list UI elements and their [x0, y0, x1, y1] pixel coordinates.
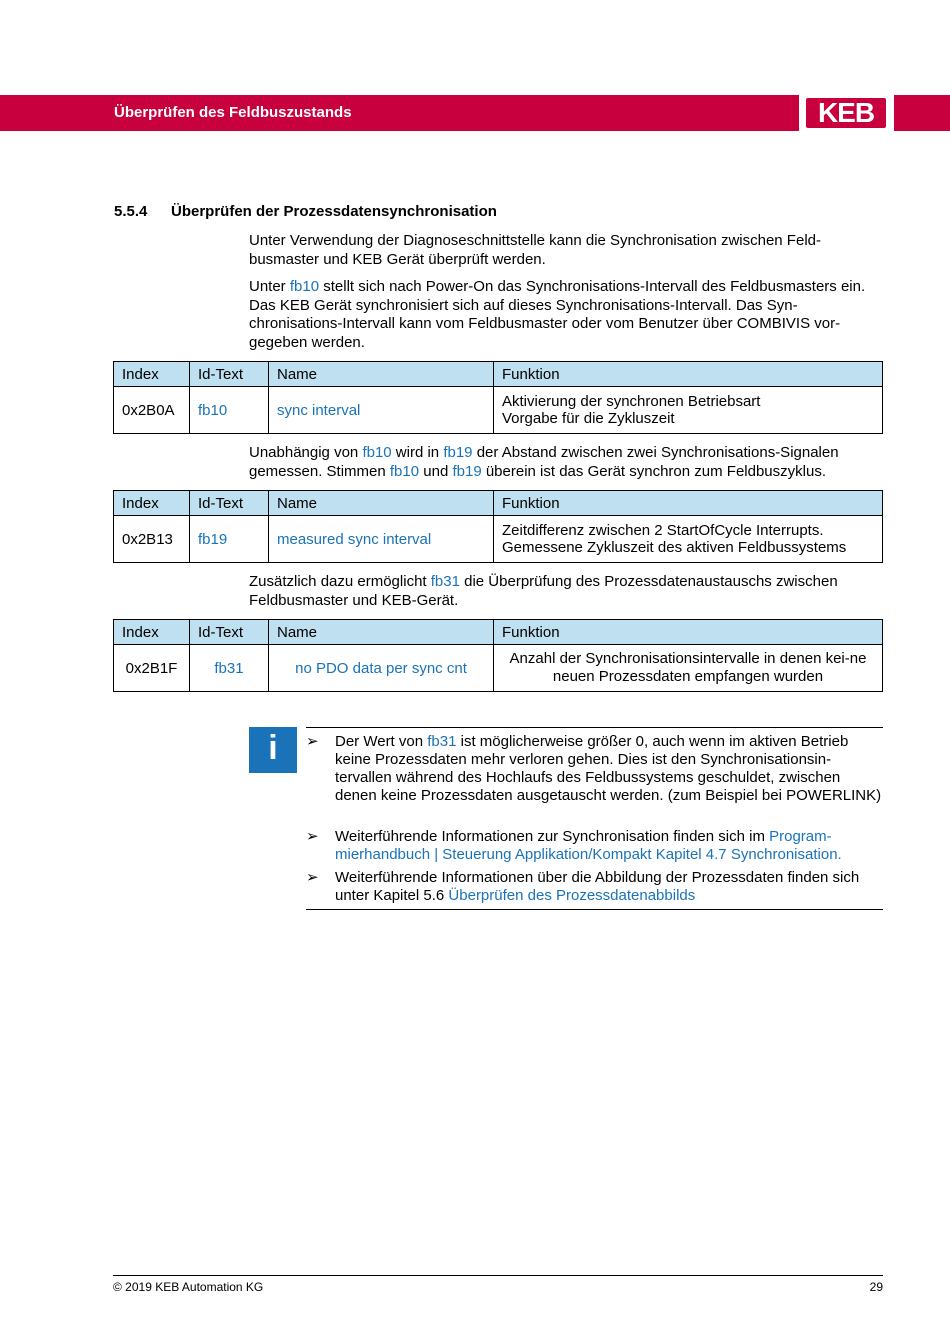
header-funktion: Funktion	[494, 491, 883, 516]
p2-text-b: stellt sich nach Power-On das Synchronisations-Intervall des Feldbusmasters ein. Das KEB Gerät synchronisiert sich auf dieses Synchronisations-Intervall. Das Syn-chronisations-Intervall kann vom Feldbusmaster oder vom Benutzer über COMBIVIS vor-gegeben werden.	[249, 278, 866, 351]
table-row	[114, 387, 883, 434]
header-name: Name	[269, 362, 494, 387]
section-title: Überprüfen der Prozessdatensynchronisation	[171, 203, 497, 220]
b1-text-b: ist möglicherweise größer 0, auch wenn im aktiven Betrieb keine Prozessdaten mehr verloren gehen. Dies ist den Synchronisationsin-tervallen während des Hochlaufs des Feldbussystems geschuldet, zwischen denen keine Prozessdaten ausgetauscht werden. (zum Beispiel bei POWERLINK)	[335, 733, 882, 804]
keb-logo	[799, 95, 894, 131]
link-fb19[interactable]: fb19	[443, 444, 473, 461]
link-programmierhandbuch[interactable]: Program-mierhandbuch | Steuerung Applikation/Kompakt Kapitel 4.7 Synchronisation.	[335, 828, 842, 863]
header-title: Überprüfen des Feldbuszustands	[114, 104, 352, 121]
cell-name-link[interactable]: sync interval	[269, 387, 494, 434]
section-number: 5.5.4	[114, 203, 148, 220]
header-index: Index	[114, 491, 190, 516]
info-bullet-1	[306, 733, 883, 805]
cell-index: 0x2B0A	[114, 387, 190, 434]
header-name: Name	[269, 620, 494, 645]
table-fb31	[113, 619, 883, 692]
header-index: Index	[114, 362, 190, 387]
b2-text-a: Weiterführende Informationen zur Synchronisation finden sich im	[335, 828, 770, 845]
cell-index: 0x2B1F	[114, 645, 190, 692]
link-fb10[interactable]: fb10	[362, 444, 392, 461]
p3-text-b: wird in	[391, 444, 444, 461]
paragraph-fb19	[249, 444, 883, 481]
b1-text-a: Der Wert von	[335, 733, 428, 750]
footer-rule	[113, 1275, 883, 1276]
cell-funktion	[494, 516, 883, 563]
table-header-row	[114, 362, 883, 387]
cell-idtext-link[interactable]: fb19	[190, 516, 269, 563]
funktion-line-1: Aktivierung der synchronen Betriebsart	[502, 393, 761, 410]
paragraph-fb31	[249, 573, 883, 610]
funktion-line-1: Zeitdifferenz zwischen 2 StartOfCycle Interrupts.	[502, 522, 824, 539]
header-funktion: Funktion	[494, 362, 883, 387]
link-fb31[interactable]: fb31	[430, 573, 460, 590]
section-heading	[114, 203, 497, 220]
link-fb10[interactable]: fb10	[289, 278, 320, 295]
cell-index: 0x2B13	[114, 516, 190, 563]
link-prozessdatenabbild[interactable]: Überprüfen des Prozessdatenabbilds	[448, 887, 696, 904]
p2-text-a: Unter	[249, 278, 290, 295]
table-header-row	[114, 620, 883, 645]
cell-funktion	[494, 387, 883, 434]
arrow-bullet-icon: ➢	[306, 733, 319, 750]
table-row	[114, 645, 883, 692]
p3-text-d: und	[419, 462, 453, 480]
arrow-bullet-icon: ➢	[306, 828, 319, 845]
p3-text-c: der Abstand zwischen zwei Synchronisations-Signalen gemessen. Stimmen	[249, 444, 839, 480]
paragraph-intro: Unter Verwendung der Diagnoseschnittstelle kann die Synchronisation zwischen Feld-busmaster und KEB Gerät überprüft werden.	[249, 232, 821, 268]
logo-text: KEB	[817, 97, 875, 128]
p4-text-b: die Überprüfung des Prozessdatenaustauschs zwischen Feldbusmaster und KEB-Gerät.	[249, 573, 838, 609]
p4-text-a: Zusätzlich dazu ermöglicht	[249, 573, 431, 590]
cell-idtext-link[interactable]: fb31	[190, 645, 269, 692]
table-fb19	[113, 490, 883, 563]
page-number: 29	[869, 1280, 883, 1294]
table-header-row	[114, 491, 883, 516]
table-fb10	[113, 361, 883, 434]
info-bullet-2	[306, 828, 883, 864]
link-fb10[interactable]: fb10	[389, 462, 420, 480]
arrow-bullet-icon: ➢	[306, 869, 319, 886]
bullet-text	[335, 733, 883, 805]
bullet-text	[335, 828, 883, 864]
footer-copyright: © 2019 KEB Automation KG	[113, 1280, 264, 1294]
info-bottom-rule	[306, 909, 883, 910]
header-idtext: Id-Text	[190, 491, 269, 516]
header-idtext: Id-Text	[190, 620, 269, 645]
link-fb19[interactable]: fb19	[452, 462, 482, 480]
header-funktion: Funktion	[494, 620, 883, 645]
paragraph-fb10	[249, 278, 883, 352]
info-bullet-3	[306, 869, 883, 905]
cell-name-link[interactable]: no PDO data per sync cnt	[269, 645, 494, 692]
b3-text-a: Weiterführende Informationen über die Abbildung der Prozessdaten finden sich unter Kapitel 5.6	[335, 869, 860, 904]
p3-text-a: Unabhängig von	[249, 444, 363, 461]
cell-idtext-link[interactable]: fb10	[190, 387, 269, 434]
funktion-line-2: Vorgabe für die Zykluszeit	[502, 410, 675, 427]
cell-funktion: Anzahl der Synchronisationsintervalle in denen kei-ne neuen Prozessdaten empfangen wurden	[494, 645, 883, 692]
info-icon: i	[249, 727, 297, 773]
cell-name-link[interactable]: measured sync interval	[269, 516, 494, 563]
bullet-text	[335, 869, 883, 905]
header-idtext: Id-Text	[190, 362, 269, 387]
logo-badge	[806, 98, 886, 128]
funktion-line-2: Gemessene Zykluszeit des aktiven Feldbussystems	[502, 539, 847, 556]
header-index: Index	[114, 620, 190, 645]
info-top-rule	[306, 727, 883, 728]
header-name: Name	[269, 491, 494, 516]
link-fb31[interactable]: fb31	[427, 733, 457, 750]
table-row	[114, 516, 883, 563]
p3-text-e: überein ist das Gerät synchron zum Feldbuszyklus.	[481, 462, 826, 480]
